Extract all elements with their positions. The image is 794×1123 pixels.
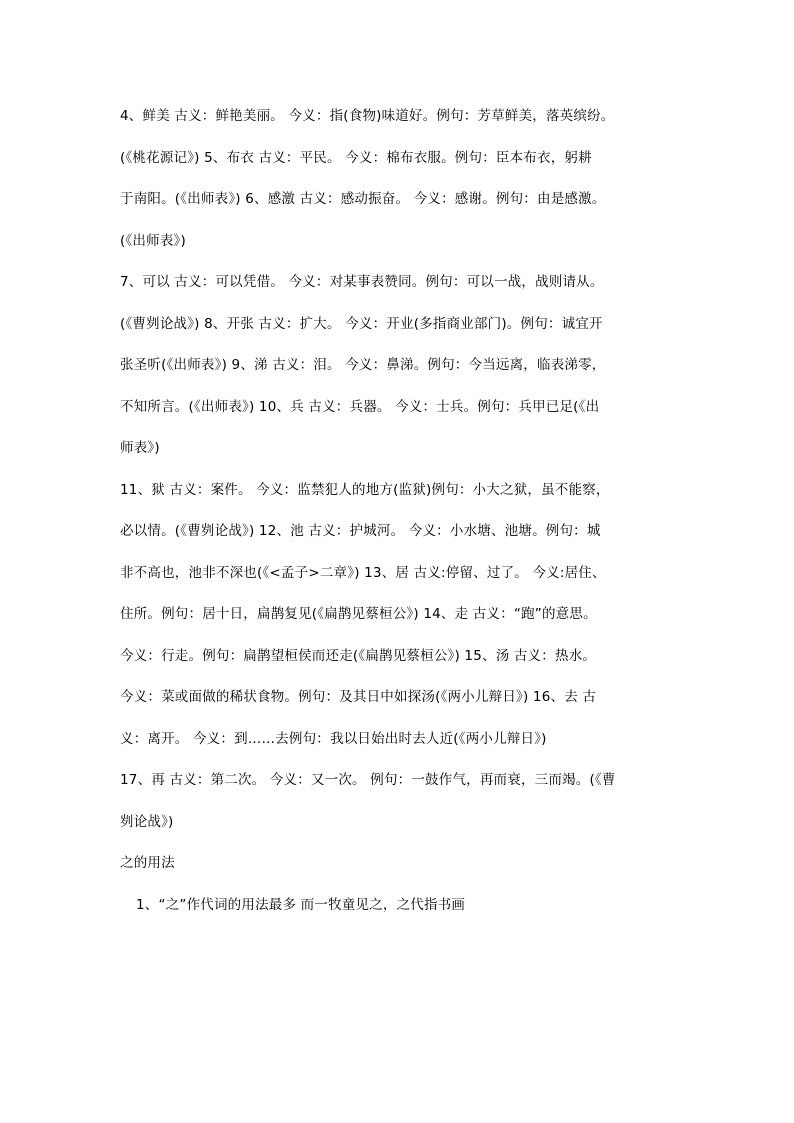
text-line: 7、可以 古义：可以凭借。 今义：对某事表赞同。例句：可以一战，战则请从。 [120, 274, 604, 290]
section-heading: 之的用法 [120, 855, 175, 871]
text-line: 刿论战》) [120, 814, 174, 830]
text-line: (《出师表》) [120, 233, 186, 249]
text-line: 于南阳。(《出师表》) 6、感激 古义：感动振奋。 今义：感谢。例句：由是感激。 [120, 191, 606, 207]
text-line: 必以情。(《曹刿论战》) 12、池 古义：护城河。 今义：小水塘、池塘。例句：城 [120, 523, 601, 539]
text-line: 师表》) [120, 440, 160, 456]
text-line: 今义：菜或面做的稀状食物。例句：及其日中如探汤(《两小儿辩日》) 16、去 古 [120, 689, 597, 705]
text-line: 11、狱 古义：案件。 今义：监禁犯人的地方(监狱)例句：小大之狱，虽不能察， [120, 482, 610, 498]
text-line: 1、“之”作代词的用法最多 而一牧童见之，之代指书画 [136, 897, 466, 913]
text-line: 4、鲜美 古义：鲜艳美丽。 今义：指(食物)味道好。例句：芳草鲜美，落英缤纷。 [120, 108, 615, 124]
text-line: (《曹刿论战》) 8、开张 古义：扩大。 今义：开业(多指商业部门)。例句：诚宜开 [120, 316, 603, 332]
text-line: 17、再 古义：第二次。 今义：又一次。 例句：一鼓作气，再而衰，三而竭。(《曹 [120, 772, 616, 788]
text-line: 义：离开。 今义：到……去例句：我以日始出时去人近(《两小儿辩日》) [120, 731, 547, 747]
text-line: (《桃花源记》) 5、布衣 古义：平民。 今义：棉布衣服。例句：臣本布衣，躬耕 [120, 150, 592, 166]
text-line: 非不高也，池非不深也(《<孟子>二章》) 13、居 古义:停留、过了。 今义:居住、 [120, 565, 606, 581]
text-line: 住所。例句：居十日，扁鹊复见(《扁鹊见蔡桓公》) 14、走 古义：“跑”的意思。 [120, 606, 597, 622]
text-line: 今义：行走。例句：扁鹊望桓侯而还走(《扁鹊见蔡桓公》) 15、汤 古义：热水。 [120, 648, 597, 664]
text-line: 不知所言。(《出师表》) 10、兵 古义：兵器。 今义：士兵。例句：兵甲已足(《出 [120, 399, 600, 415]
text-line: 张圣听(《出师表》) 9、涕 古义：泪。 今义：鼻涕。例句：今当远离，临表涕零， [120, 357, 606, 373]
